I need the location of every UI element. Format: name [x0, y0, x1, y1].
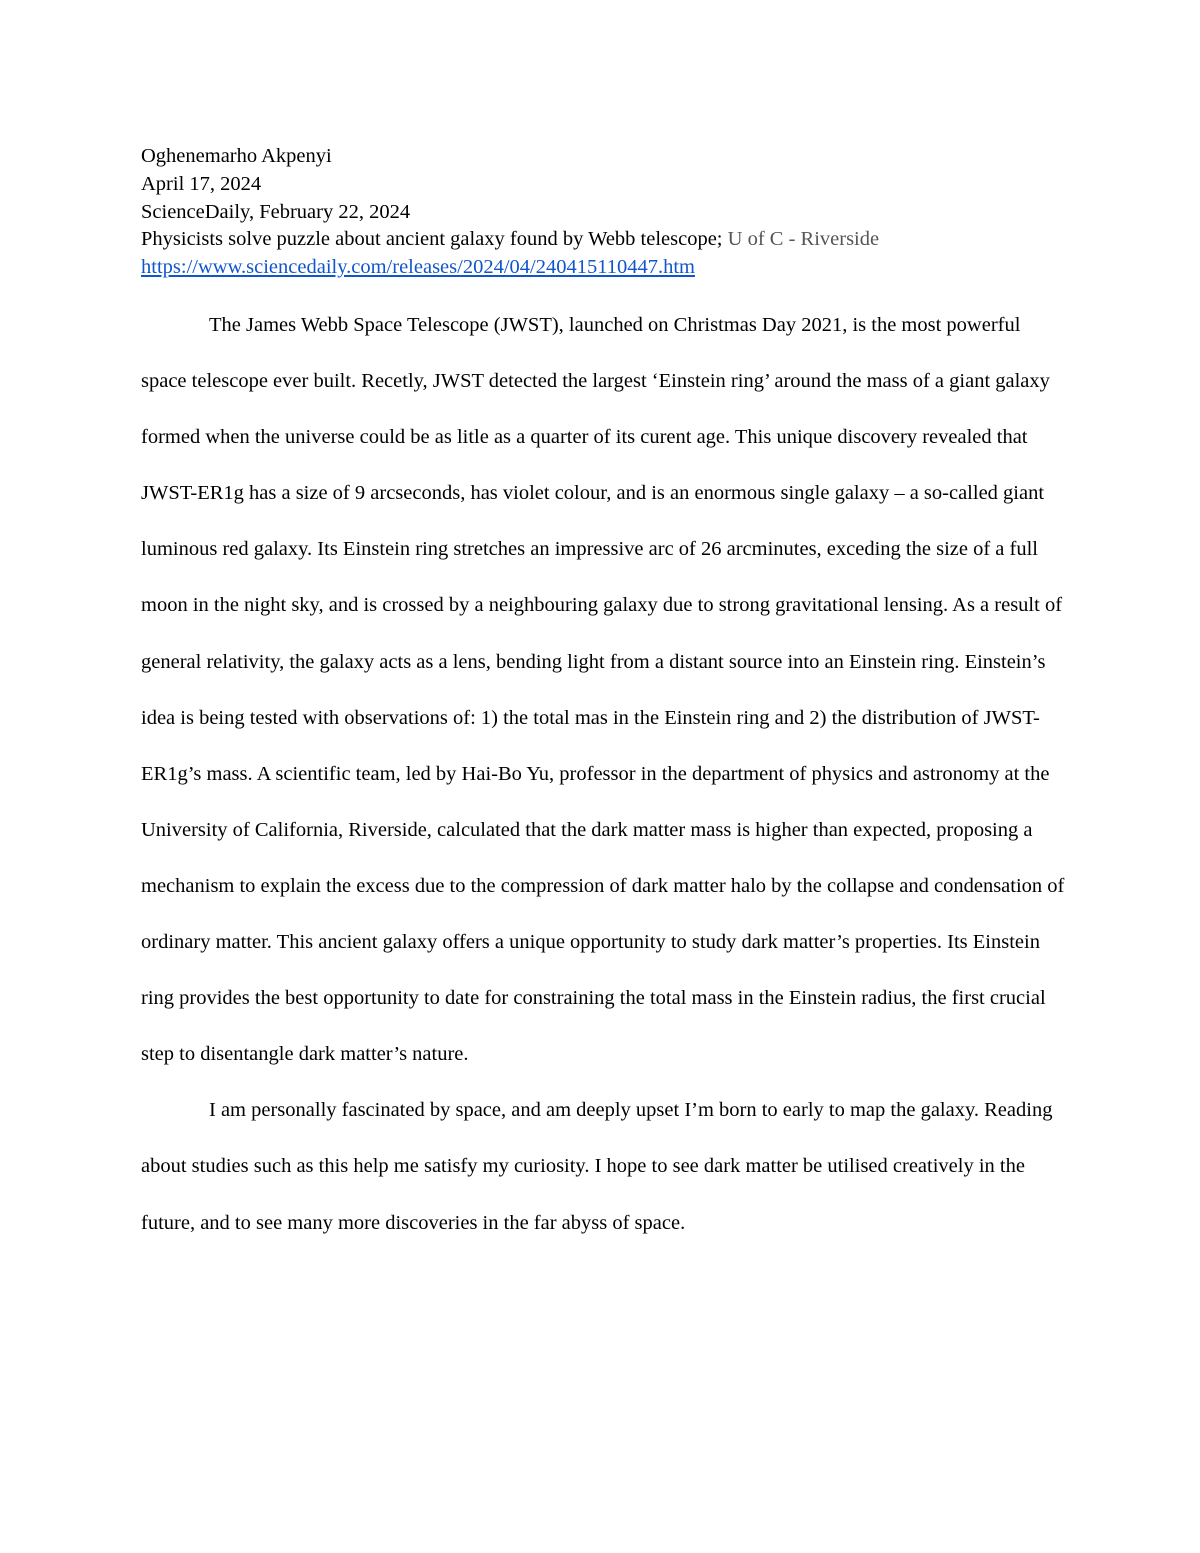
document-header	[141, 143, 1081, 282]
article-institution: U of C - Riverside	[727, 228, 880, 251]
submission-date: April 17, 2024	[141, 172, 262, 195]
body-paragraph-reflection: I am personally fascinated by space, and am deeply upset I’m born to early to map the galaxy. Reading about studies such as this help me satisfy my curiosity. I hope to see dark matter be utilised creatively in the future, and to see many more discoveries in the far abyss of space.	[141, 1099, 1053, 1234]
document-body	[141, 297, 1065, 1251]
article-url-link[interactable]: https://www.sciencedaily.com/releases/2024/04/240415110447.htm	[141, 256, 695, 279]
article-title-line	[141, 226, 1081, 254]
body-paragraph-summary: The James Webb Space Telescope (JWST), launched on Christmas Day 2021, is the most powerful space telescope ever built. Recetly, JWST detected the largest ‘Einstein ring’ around the mass of a giant galaxy formed when the universe could be as litle as a quarter of its curent age. This unique discovery revealed that JWST-ER1g has a size of 9 arcseconds, has violet colour, and is an enormous single galaxy – a so-called giant luminous red galaxy. Its Einstein ring stretches an impressive arc of 26 arcminutes, exceding the size of a full moon in the night sky, and is crossed by a neighbouring galaxy due to strong gravitational lensing. As a result of general relativity, the galaxy acts as a lens, bending light from a distant source into an Einstein ring. Einstein’s idea is being tested with observations of: 1) the total mas in the Einstein ring and 2) the distribution of JWST-ER1g’s mass. A scientific team, led by Hai-Bo Yu, professor in the department of physics and astronomy at the University of California, Riverside, calculated that the dark matter mass is higher than expected, proposing a mechanism to explain the excess due to the compression of dark matter halo by the collapse and condensation of ordinary matter. This ancient galaxy offers a unique opportunity to study dark matter’s properties. Its Einstein ring provides the best opportunity to date for constraining the total mass in the Einstein radius, the first crucial step to disentangle dark matter’s nature.	[141, 314, 1065, 1066]
source-publication-date: ScienceDaily, February 22, 2024	[141, 200, 411, 223]
author-name: Oghenemarho Akpenyi	[141, 145, 332, 167]
article-title: Physicists solve puzzle about ancient galaxy found by Webb telescope;	[141, 228, 723, 251]
